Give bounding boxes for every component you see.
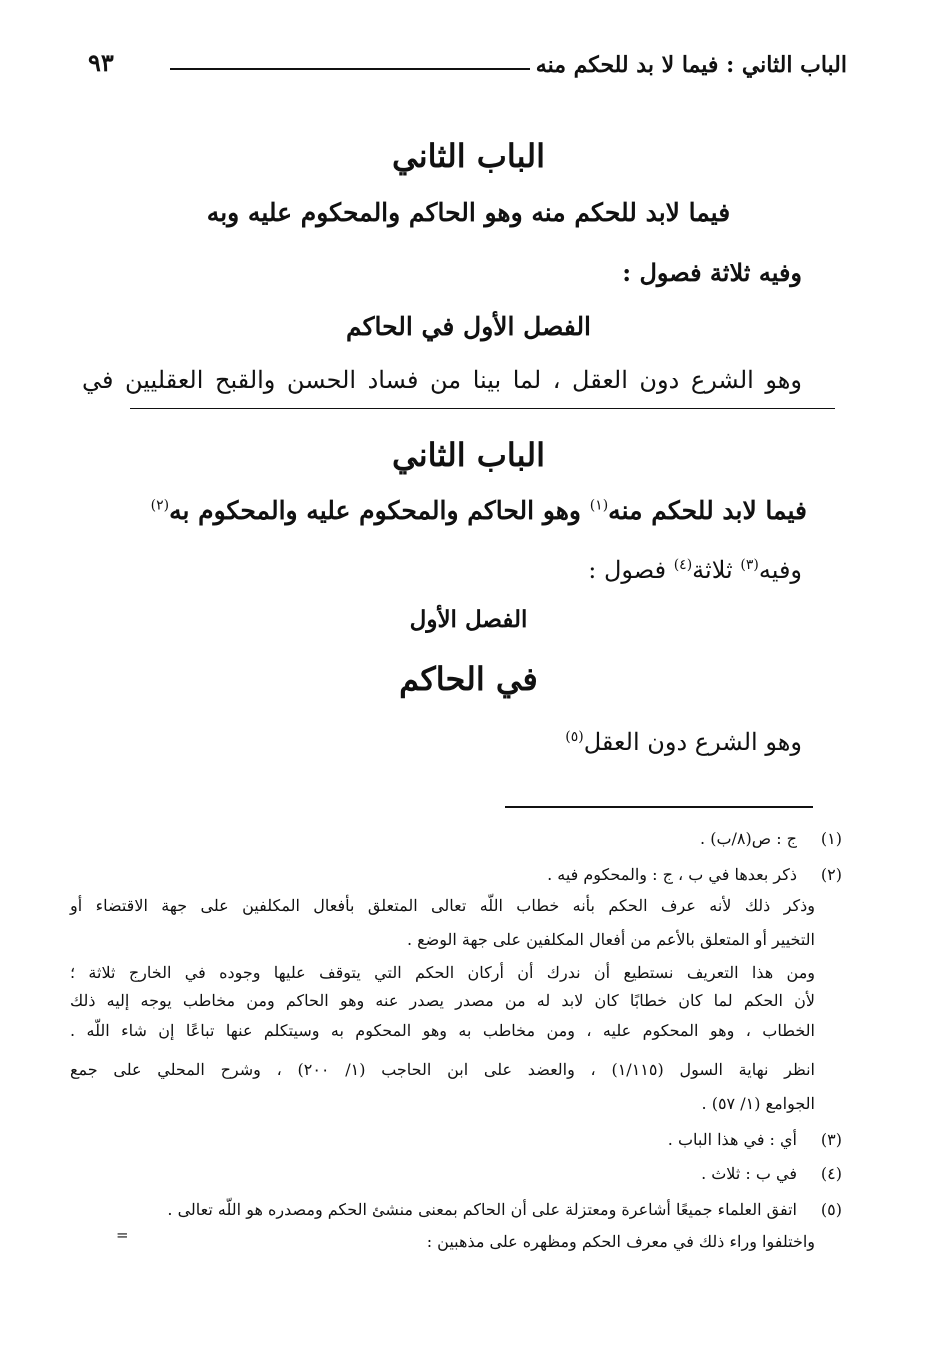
footnote-ref-3: (٣): [740, 557, 759, 573]
body-text: وهو الشرع دون العقل: [583, 728, 802, 756]
footnote-5-text: اتفق العلماء جميعًا أشاعرة ومعتزلة على أن الحاكم بمعنى منشئ الحكم ومصدره هو اللّه تعالى .: [167, 1200, 797, 1219]
intro-part-1: وفيه: [758, 556, 802, 584]
subtitle-part-2: وهو الحاكم والمحكوم عليه والمحكوم به: [169, 496, 590, 525]
footnote-ref-1: (١): [589, 497, 609, 514]
header-rule: [170, 68, 530, 70]
chapter-title: الباب الثاني: [392, 436, 545, 474]
body-line: [565, 728, 802, 756]
footnote-1-number: (١): [820, 829, 842, 848]
footnote-ref-5: (٥): [565, 729, 584, 745]
chapter-title-top: الباب الثاني: [392, 137, 545, 175]
running-header-title: الباب الثاني : فيما لا بد للحكم منه: [535, 52, 847, 78]
footnote-2-line-5: الخطاب ، وهو المحكوم عليه ، ومن مخاطب به وهو المحكوم به وسيتكلم عنها تباعًا إن شاء اللّه .: [70, 1021, 815, 1040]
intro-part-2: ثلاثة: [692, 556, 741, 584]
footnote-ref-2: (٢): [150, 497, 170, 514]
chapter-subtitle-top: فيما لابد للحكم منه وهو الحاكم والمحكوم عليه وبه: [206, 198, 731, 227]
footnote-2-line-3: ومن هذا التعريف نستطيع أن ندرك أن أركان الحكم التي يتوقف عليها وجوده في الخارج ثلاثة ؛: [70, 963, 815, 982]
body-line-top: وهو الشرع دون العقل ، لما بينا من فساد الحسن والقبح العقليين في: [82, 366, 802, 394]
footnote-5-number: (٥): [820, 1200, 842, 1219]
footnote-4-number: (٤): [820, 1164, 842, 1183]
footnote-ref-4: (٤): [673, 557, 693, 573]
footnote-2-text: ذكر بعدها في ب ، ج : والمحكوم فيه .: [547, 865, 797, 884]
footnote-2-line-2: التخيير أو المتعلق بالأعم من أفعال المكلفين على جهة الوضع .: [406, 930, 815, 949]
subtitle-part-1: فيما لابد للحكم منه: [608, 496, 807, 525]
continuation-mark: =: [116, 1226, 129, 1244]
footnote-1-text: ج : ص(٨/ب) .: [700, 829, 797, 848]
footnote-2-line-4: لأن الحكم لما كان خطابًا كان لابد له من مصدر يصدر عنه وهو الحاكم ومن مخاطب يوجه إليه ذلك: [70, 991, 815, 1010]
chapters-intro-top: وفيه ثلاثة فصول :: [622, 258, 802, 287]
chapters-intro: [588, 556, 802, 584]
footnote-5-line-2: واختلفوا وراء ذلك في معرف الحكم ومظهره على مذهبين :: [426, 1232, 815, 1251]
page-number: ٩٣: [88, 48, 114, 77]
footnote-2-line-6: انظر نهاية السول (١/١١٥) ، والعضد على ابن الحاجب (١/ ٢٠٠) ، وشرح المحلي على جمع: [70, 1060, 815, 1079]
section-divider: [130, 408, 835, 409]
section-title-top: الفصل الأول في الحاكم: [345, 312, 592, 341]
footnote-2-number: (٢): [820, 865, 842, 884]
intro-part-3: فصول :: [588, 556, 674, 584]
footnote-rule: [505, 806, 813, 808]
footnote-2-line-7: الجوامع (١/ ٥٧) .: [701, 1094, 815, 1113]
section-label: الفصل الأول: [409, 606, 528, 633]
section-title: في الحاكم: [399, 660, 538, 698]
footnote-3-text: أي : في هذا الباب .: [667, 1130, 797, 1149]
chapter-subtitle: [151, 496, 807, 525]
footnote-2-line-1: وذكر ذلك لأنه عرف الحكم بأنه خطاب اللّه تعالى المتعلق بأفعال المكلفين على جهة الاقتضاء أو: [70, 896, 816, 915]
footnote-3-number: (٣): [820, 1130, 842, 1149]
footnote-4-text: في ب : ثلاث .: [701, 1164, 797, 1183]
